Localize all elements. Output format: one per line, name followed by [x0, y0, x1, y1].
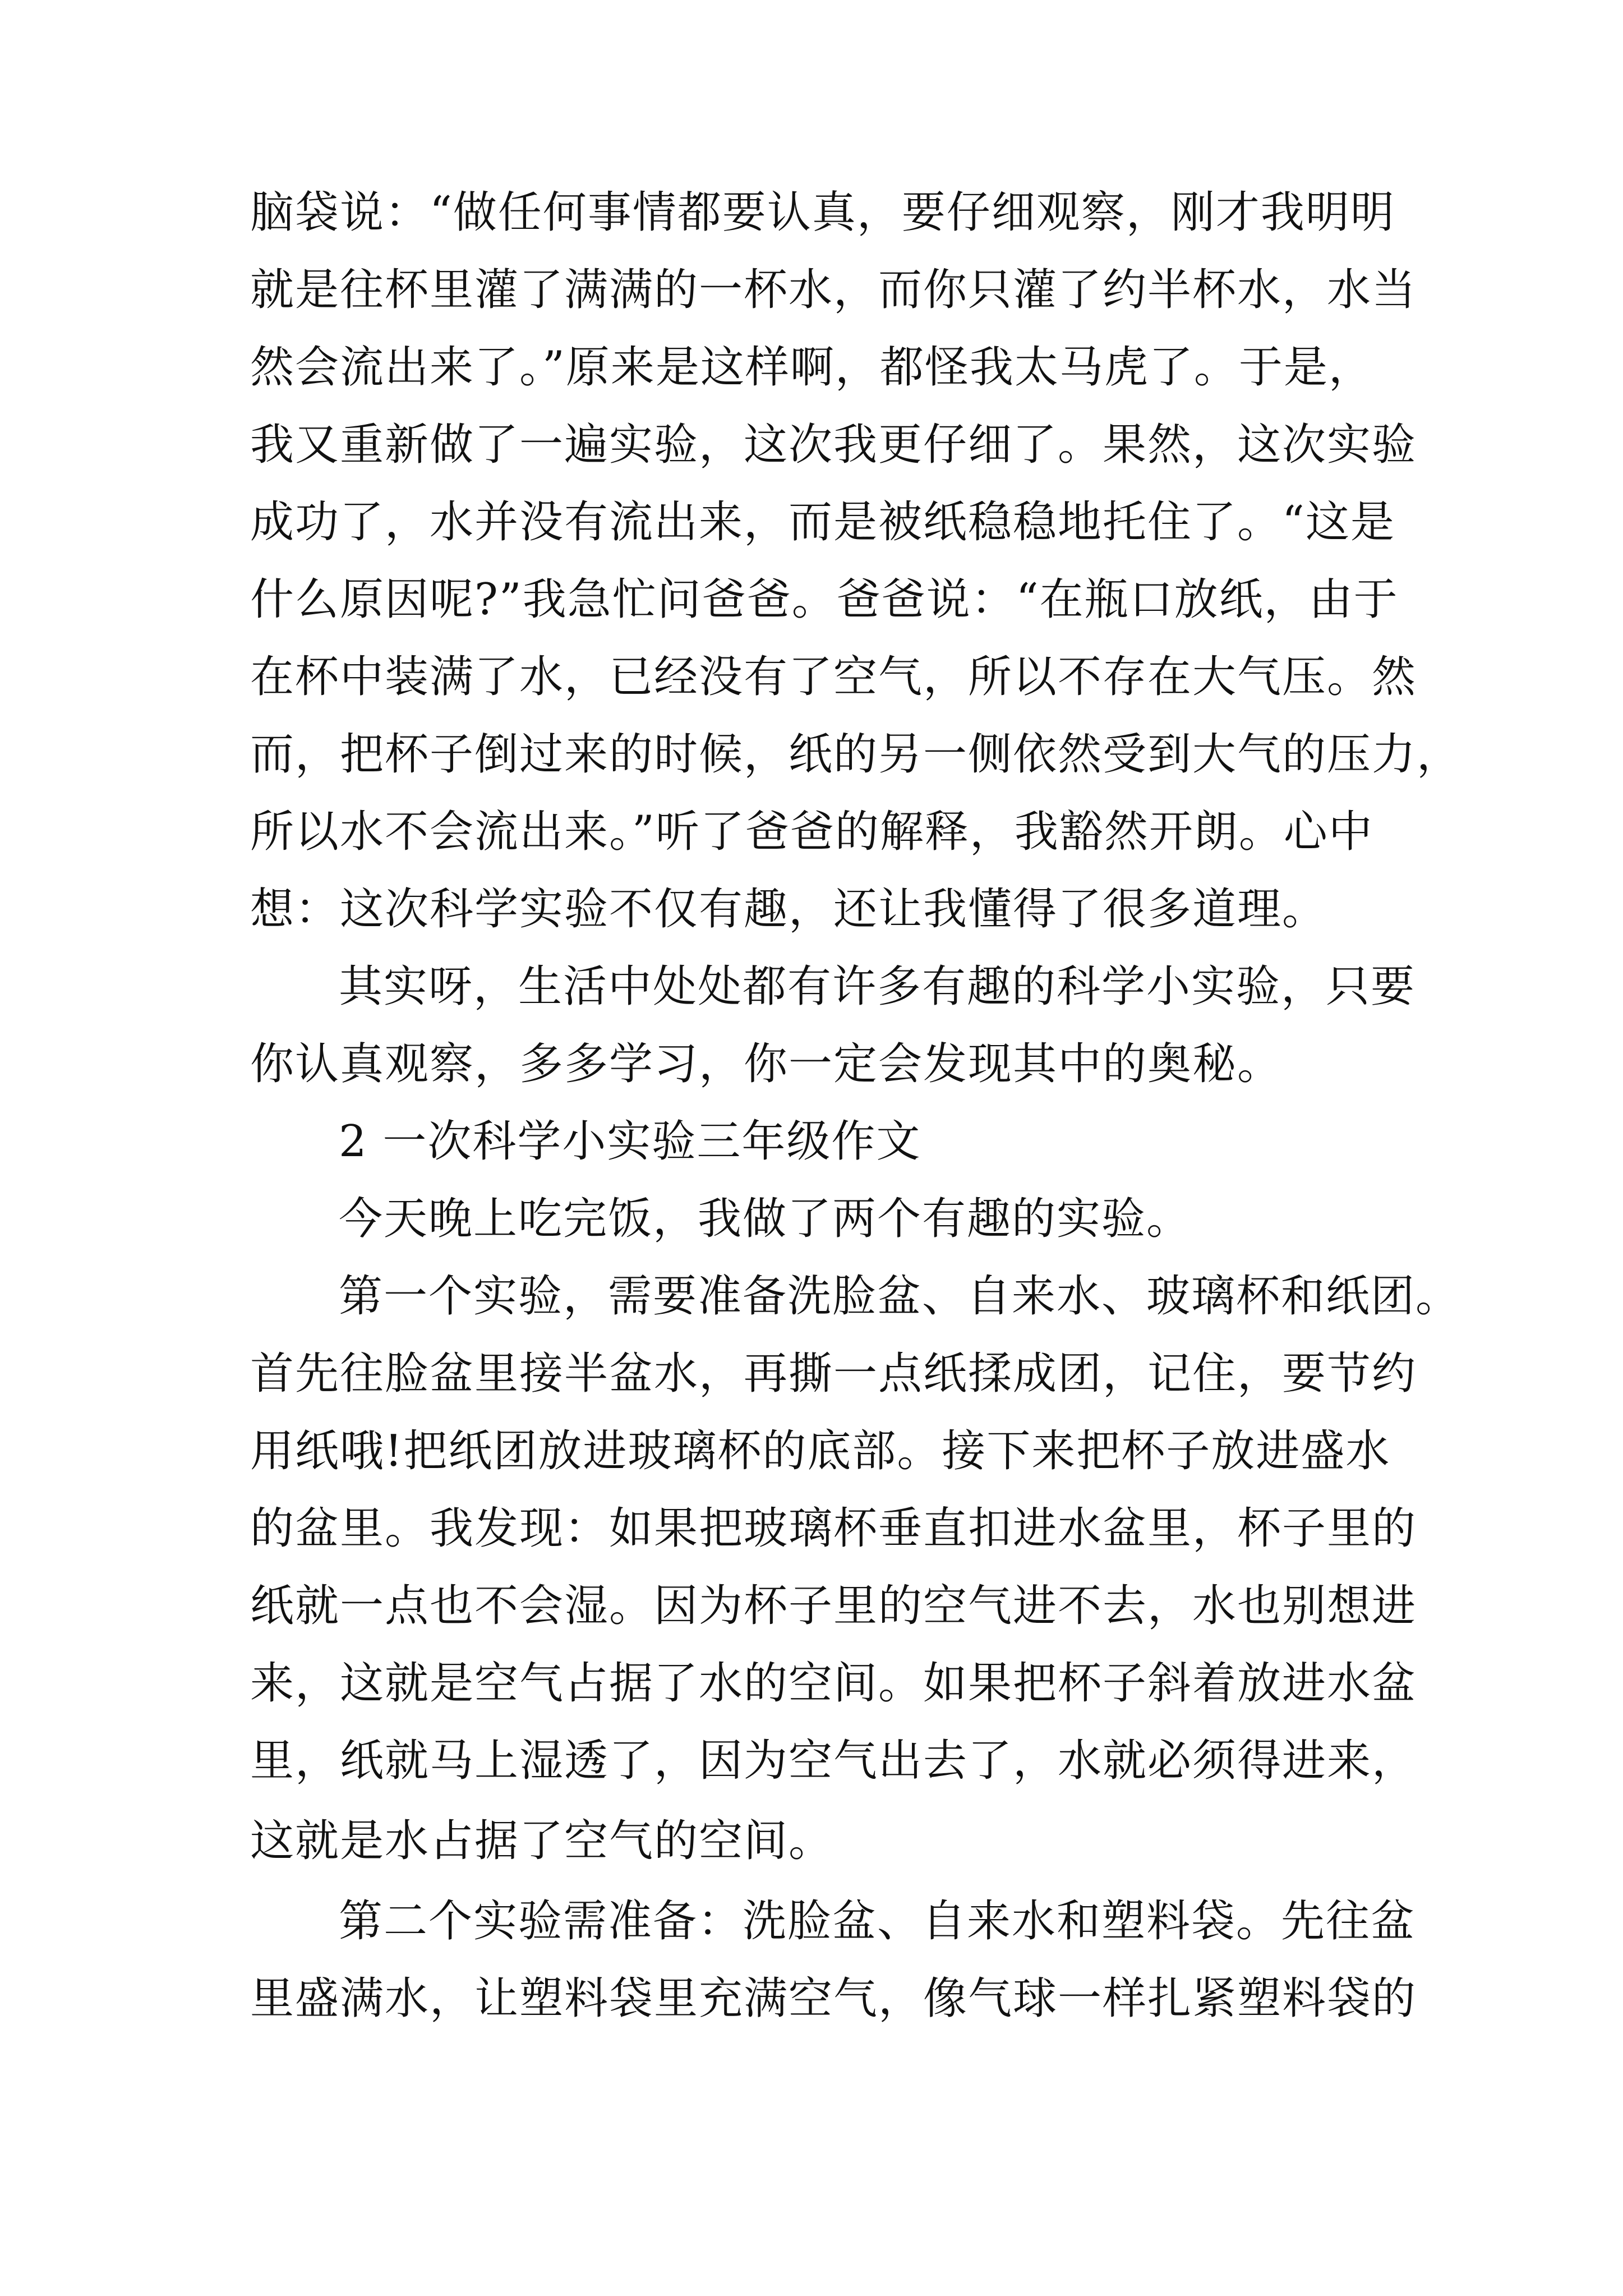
text-line: 在杯中装满了水，已经没有了空气，所以不存在大气压。然 [250, 652, 1417, 702]
text-line: 这就是水占据了空气的空间。 [250, 1816, 834, 1866]
essay-body [250, 174, 1462, 2037]
text-line: 来，这就是空气占据了水的空间。如果把杯子斜着放进水盆 [250, 1658, 1417, 1709]
text-line: 所以水不会流出来。”听了爸爸的解释，我豁然开朗。心中 [250, 807, 1373, 857]
paragraph-first-line: 第一个实验，需要准备洗脸盆、自来水、玻璃杯和纸团。 [339, 1271, 1461, 1322]
text-line: 里，纸就马上湿透了，因为空气出去了，水就必须得进来， [250, 1736, 1417, 1786]
paragraph-first-line: 第二个实验需准备：洗脸盆、自来水和塑料袋。先往盆 [339, 1896, 1416, 1947]
text-line: 你认真观察，多多学习，你一定会发现其中的奥秘。 [250, 1039, 1283, 1089]
text-line: 纸就一点也不会湿。因为杯子里的空气进不去，水也别想进 [250, 1581, 1417, 1631]
text-line: 就是往杯里灌了满满的一杯水，而你只灌了约半杯水，水当 [250, 265, 1417, 315]
text-line: 我又重新做了一遍实验，这次我更仔细了。果然，这次实验 [250, 420, 1417, 470]
text-line: 脑袋说：“做任何事情都要认真，要仔细观察，刚才我明明 [250, 187, 1395, 238]
text-line: 成功了，水并没有流出来，而是被纸稳稳地托住了。“这是 [250, 497, 1395, 547]
text-line: 的盆里。我发现：如果把玻璃杯垂直扣进水盆里，杯子里的 [250, 1503, 1417, 1554]
text-line: 用纸哦!把纸团放进玻璃杯的底部。接下来把杯子放进盛水 [250, 1426, 1391, 1476]
paragraph-first-line: 今天晚上吃完饭，我做了两个有趣的实验。 [339, 1194, 1192, 1244]
section-heading: 2 一次科学小实验三年级作文 [339, 1116, 921, 1167]
text-line: 想：这次科学实验不仅有趣，还让我懂得了很多道理。 [250, 884, 1327, 935]
text-line: 而，把杯子倒过来的时候，纸的另一侧依然受到大气的压力， [250, 729, 1462, 780]
text-line: 里盛满水，让塑料袋里充满空气，像气球一样扎紧塑料袋的 [250, 1973, 1417, 2024]
text-line: 然会流出来了。”原来是这样啊，都怪我太马虎了。于是， [250, 342, 1373, 393]
text-line: 首先往脸盆里接半盆水，再撕一点纸揉成团，记住，要节约 [250, 1349, 1417, 1399]
paragraph-first-line: 其实呀，生活中处处都有许多有趣的科学小实验，只要 [339, 961, 1416, 1012]
text-line: 什么原因呢?”我急忙问爸爸。爸爸说：“在瓶口放纸，由于 [250, 574, 1399, 625]
